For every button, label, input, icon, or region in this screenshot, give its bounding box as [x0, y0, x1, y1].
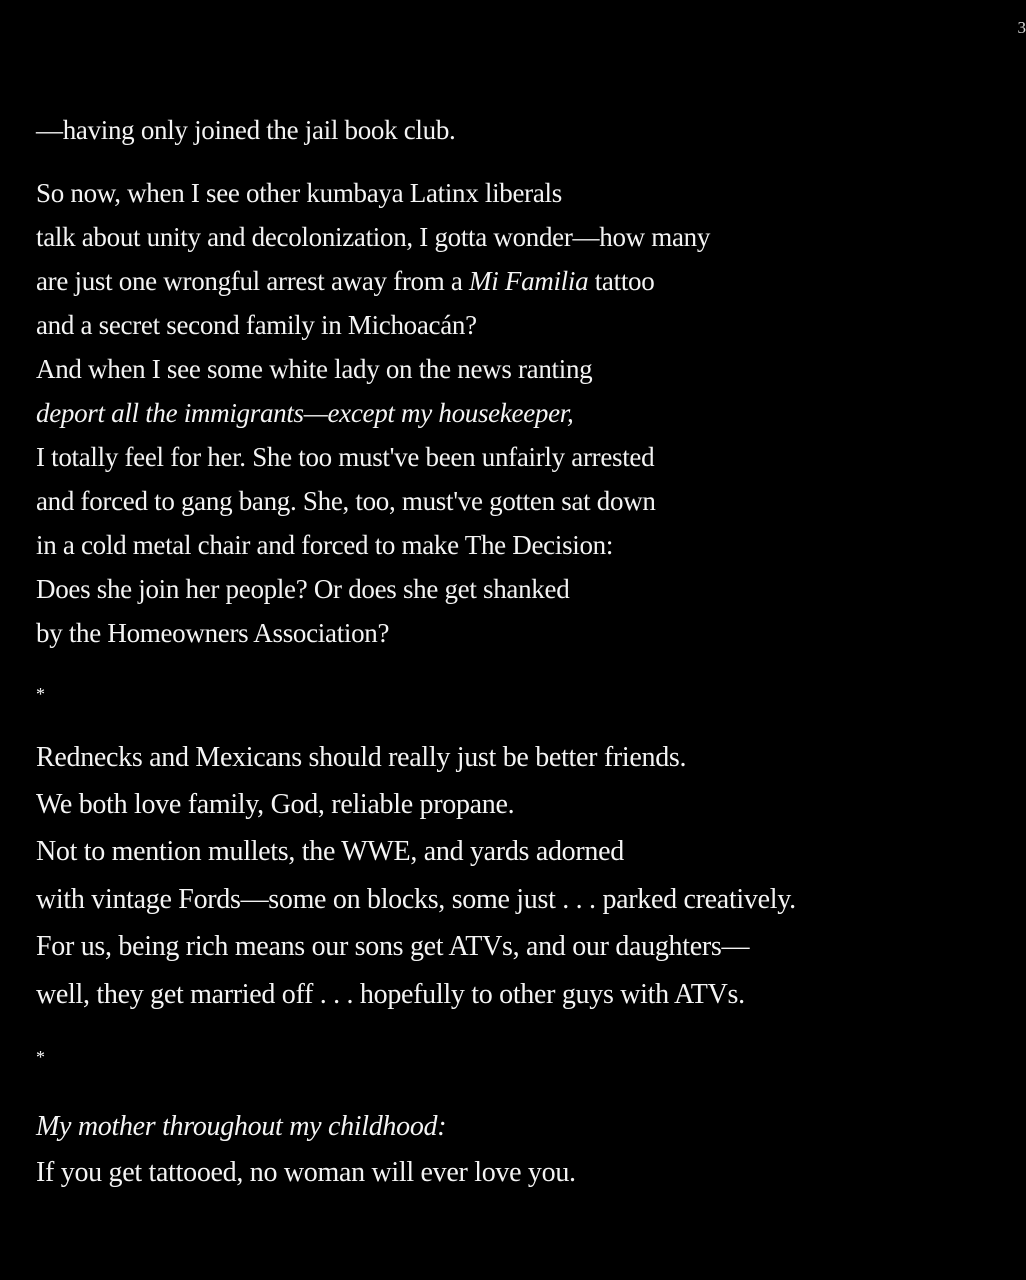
- poem-line: Not to mention mullets, the WWE, and yards adorned: [36, 836, 624, 867]
- page-number: 3: [1017, 18, 1026, 37]
- poem-line: If you get tattooed, no woman will ever love you.: [36, 1157, 576, 1188]
- line-text: are just one wrongful arrest away from a: [36, 266, 470, 296]
- section-separator: *: [36, 1047, 45, 1067]
- poem-line: with vintage Fords—some on blocks, some just . . . parked creatively.: [36, 884, 796, 915]
- poem-line: [36, 265, 654, 297]
- poem-line-italic: My mother throughout my childhood:: [36, 1111, 447, 1142]
- poem-line: For us, being rich means our sons get ATVs, and our daughters—: [36, 931, 750, 962]
- poem-line: Does she join her people? Or does she get shanked: [36, 574, 570, 604]
- poem-line: in a cold metal chair and forced to make The Decision:: [36, 530, 614, 560]
- section-separator: *: [36, 684, 45, 704]
- poem-line: and forced to gang bang. She, too, must've gotten sat down: [36, 486, 656, 516]
- poem-line: So now, when I see other kumbaya Latinx liberals: [36, 178, 562, 208]
- poem-line: And when I see some white lady on the news ranting: [36, 354, 593, 384]
- poem-line: by the Homeowners Association?: [36, 618, 390, 648]
- poem-line: and a secret second family in Michoacán?: [36, 310, 477, 340]
- poem-line: I totally feel for her. She too must've been unfairly arrested: [36, 442, 655, 472]
- poem-line: We both love family, God, reliable propane.: [36, 789, 515, 820]
- poem-line: —having only joined the jail book club.: [36, 115, 456, 145]
- italic-phrase: Mi Familia: [469, 266, 589, 296]
- poem-line: Rednecks and Mexicans should really just be better friends.: [36, 742, 687, 773]
- line-text: tattoo: [588, 266, 655, 296]
- poem-line-italic: deport all the immigrants—except my housekeeper,: [36, 398, 574, 428]
- poem-line: talk about unity and decolonization, I gotta wonder—how many: [36, 222, 711, 252]
- poem-line: well, they get married off . . . hopefully to other guys with ATVs.: [36, 979, 745, 1010]
